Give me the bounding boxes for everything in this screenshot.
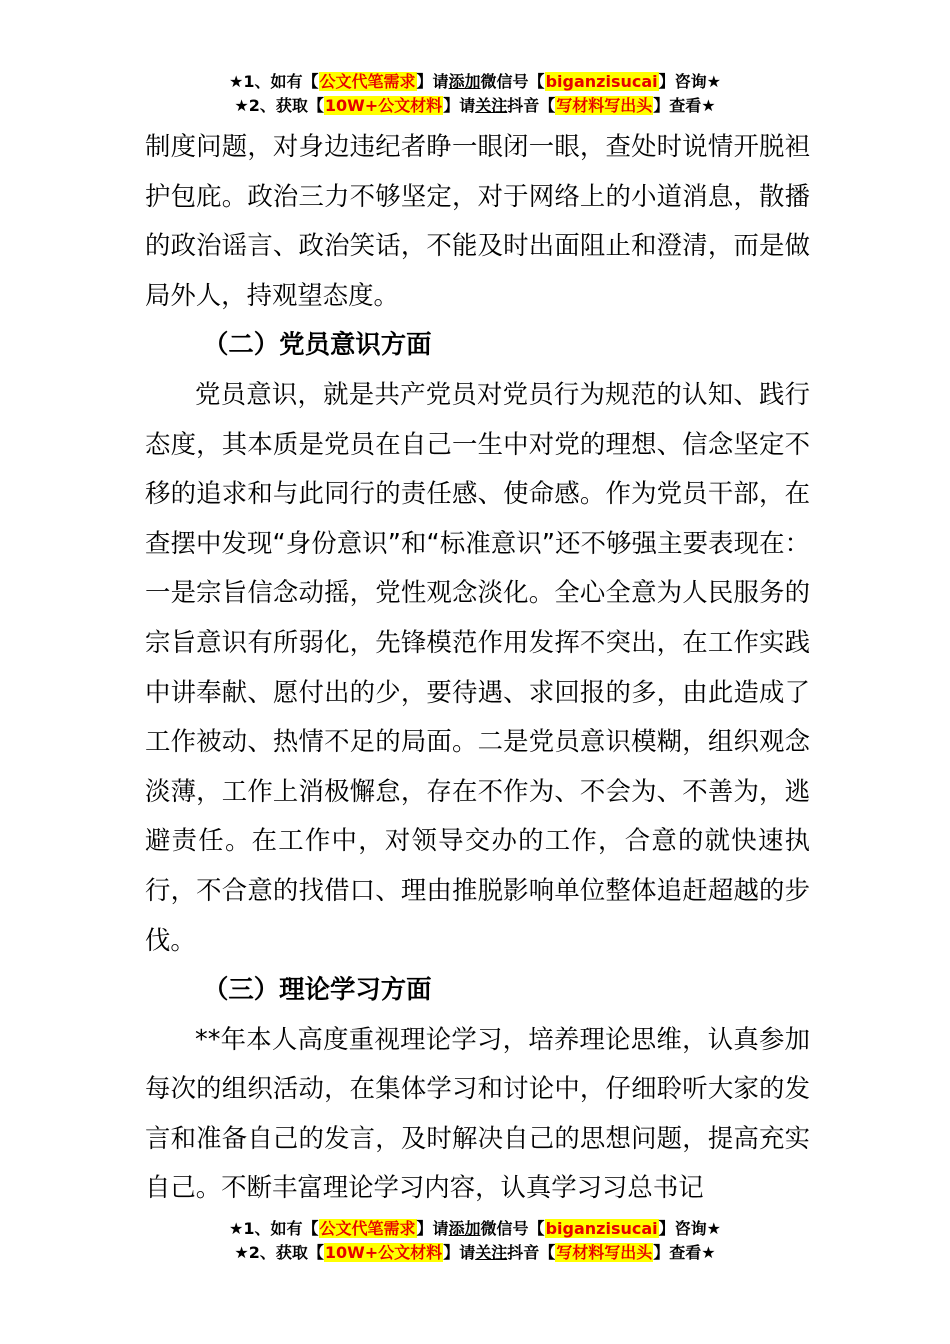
ad-highlight: 写材料写出头 [556,96,653,115]
ad-banner-bottom [0,1217,950,1265]
ad-text: ★1、如有【 [229,1219,319,1238]
ad-line-2 [0,94,950,118]
section-heading-3: （三）理论学习方面 [203,974,432,1005]
ad-text: 微信号【 [480,72,545,91]
ad-underline: 添加 [448,72,481,91]
ad-line-2 [0,1241,950,1265]
ad-underline: 关注 [475,1243,508,1262]
ad-text: 抖音【 [507,1243,556,1262]
ad-text: 】查看★ [653,1243,716,1262]
ad-highlight: 公文代笔需求 [319,1219,416,1238]
paragraph-3: **年本人高度重视理论学习，培养理论思维，认真参加每次的组织活动，在集体学习和讨论中，仔细聆听大家的发言和准备自己的发言，及时解决自己的思想问题，提高充实自己。不断丰富理论学习内容，认真学习习总书记 [145,1023,810,1203]
ad-underline: 关注 [475,96,508,115]
paragraph-2: 党员意识，就是共产党员对党员行为规范的认知、践行态度，其本质是党员在自己一生中对党的理想、信念坚定不移的追求和与此同行的责任感、使命感。作为党员干部，在查摆中发现“身份意识”和“标准意识”还不够强主要表现在：一是宗旨信念动摇，党性观念淡化。全心全意为人民服务的宗旨意识有所弱化，先锋模范作用发挥不突出，在工作实践中讲奉献、愿付出的少，要待遇、求回报的多，由此造成了工作被动、热情不足的局面。二是党员意识模糊，组织观念淡薄，工作上消极懈怠，存在不作为、不会为、不善为，逃避责任。在工作中，对领导交办的工作，合意的就快速执行，不合意的找借口、理由推脱影响单位整体追赶超越的步伐。 [145,378,810,955]
ad-highlight: biganzisucai [545,72,658,91]
paragraph-1: 制度问题，对身边违纪者睁一眼闭一眼，查处时说情开脱袒护包庇。政治三力不够坚定，对于网络上的小道消息，散播的政治谣言、政治笑话，不能及时出面阻止和澄清，而是做局外人，持观望态度。 [145,131,810,310]
ad-highlight: 10W+公文材料 [324,1243,443,1262]
ad-line-1 [0,1217,950,1241]
ad-highlight: 公文代笔需求 [319,72,416,91]
ad-text: 】咨询★ [658,1219,721,1238]
ad-text: 抖音【 [507,96,556,115]
ad-text: ★2、获取【 [234,1243,324,1262]
ad-text: 】请 [443,1243,476,1262]
ad-text: ★1、如有【 [229,72,319,91]
ad-text: 】查看★ [653,96,716,115]
ad-text: 】咨询★ [658,72,721,91]
ad-highlight: 10W+公文材料 [324,96,443,115]
ad-banner-top [0,70,950,118]
ad-line-1 [0,70,950,94]
section-heading-2: （二）党员意识方面 [203,329,432,360]
ad-highlight: 写材料写出头 [556,1243,653,1262]
ad-underline: 添加 [448,1219,481,1238]
ad-highlight: biganzisucai [545,1219,658,1238]
document-body [145,122,810,1213]
ad-text: 】请 [416,1219,449,1238]
ad-text: 】请 [443,96,476,115]
ad-text: ★2、获取【 [234,96,324,115]
ad-text: 】请 [416,72,449,91]
ad-text: 微信号【 [480,1219,545,1238]
